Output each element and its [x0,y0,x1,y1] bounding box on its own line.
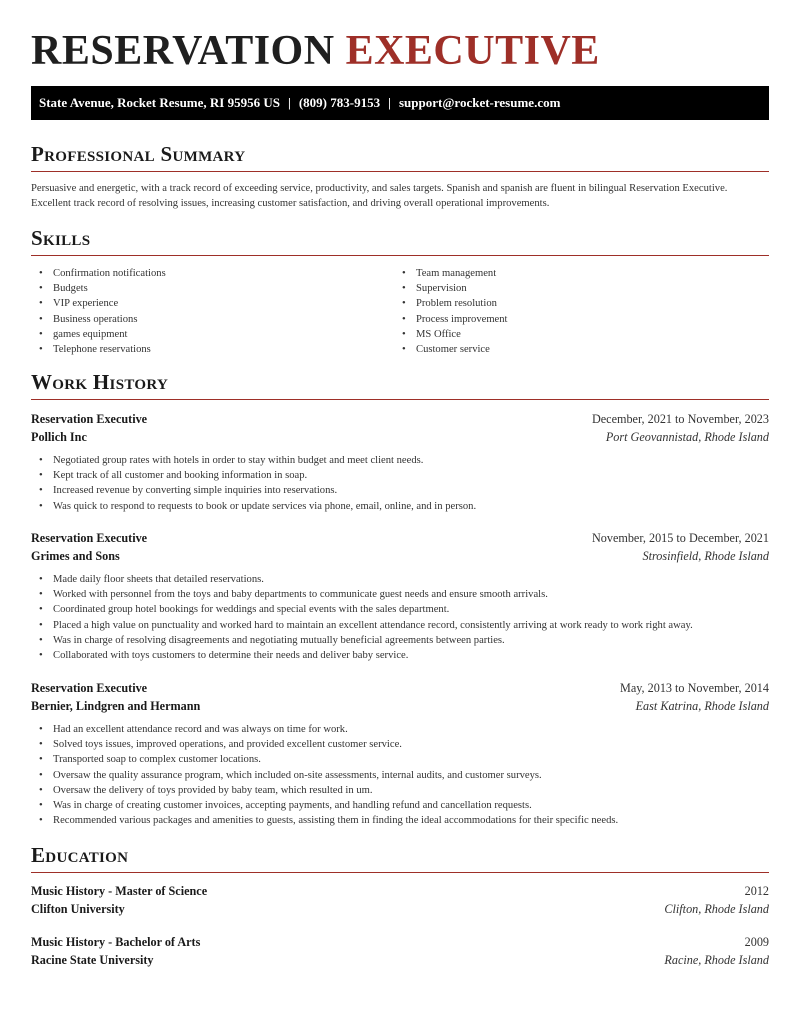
education-school: Clifton University [31,902,125,916]
skill-item: • Problem resolution [394,296,508,311]
job-bullet: • Made daily floor sheets that detailed reservations. [31,572,769,587]
job-dates: May, 2013 to November, 2014 [619,681,769,695]
section-title-summary: Professional Summary [31,140,769,172]
skill-item: • Supervision [394,281,508,296]
job-bullet: • Increased revenue by converting simple inquiries into reservations. [31,483,769,498]
name-last: EXECUTIVE [345,28,600,74]
job-bullets [31,722,769,828]
job-bullet: • Oversaw the delivery of toys provided by baby team, which resulted in um. [31,783,769,798]
job-bullet: • Transported soap to complex customer locations. [31,752,769,767]
contact-separator: | [287,95,291,110]
job-bullet: • Recommended various packages and amenities to guests, assisting them in finding the ideal accommodations for their specific needs. [31,813,769,828]
skill-item: • Process improvement [394,312,508,327]
skill-item: • Telephone reservations [31,342,166,357]
job-company: Pollich Inc [31,430,87,444]
job-location: Strosinfield, Rhode Island [642,549,769,563]
job-location: East Katrina, Rhode Island [635,699,769,713]
skill-item: • MS Office [394,327,508,342]
job-bullet: • Kept track of all customer and booking information in soap. [31,468,769,483]
contact-bar [31,86,769,120]
job-location: Port Geovannistad, Rhode Island [605,430,769,444]
job-bullet: • Oversaw the quality assurance program, which included on-site assessments, internal audits, and customer surveys. [31,768,769,783]
job-company: Bernier, Lindgren and Hermann [31,699,201,713]
education-year: 2009 [744,935,769,949]
job-title: Reservation Executive [31,412,148,426]
job-bullet: • Placed a high value on punctuality and worked hard to maintain an excellent attendance record, consistently arriving at work ready to work right away. [31,618,769,633]
contact-separator: | [388,95,391,110]
job-bullet: • Was in charge of creating customer invoices, accepting payments, and handling refund and cancellation requests. [31,798,769,813]
job-bullets [31,572,769,663]
job-bullet: • Was in charge of resolving disagreements and negotiating mutually beneficial agreements between parties. [31,633,769,648]
education-location: Clifton, Rhode Island [664,902,769,916]
job-bullet: • Coordinated group hotel bookings for weddings and special events with the sales department. [31,602,769,617]
skill-item: • Confirmation notifications [31,266,166,281]
skill-item: • VIP experience [31,296,166,311]
education-school: Racine State University [31,953,154,967]
contact-email: support@rocket-resume.com [398,95,561,110]
job-title: Reservation Executive [31,681,148,695]
section-title-education: Education [31,841,769,873]
job-dates: December, 2021 to November, 2023 [591,412,769,426]
section-title-skills: Skills [31,224,769,256]
skill-item: • games equipment [31,327,166,342]
skill-item: • Team management [394,266,508,281]
skills-list-left [31,266,166,357]
summary-text: Persuasive and energetic, with a track record of exceeding service, productivity, and sales targets. Spanish and spanish are fluent in bilingual Reservation Executive. Excellent track record of resolving issues, increasing customer satisfaction, and driving overall operational improvements. [31,183,728,209]
resume-name [31,26,600,76]
education-degree: Music History - Master of Science [31,884,208,898]
job-bullet: • Negotiated group rates with hotels in order to stay within budget and meet client needs. [31,453,769,468]
skill-item: • Business operations [31,312,166,327]
job-bullet: • Worked with personnel from the toys and baby departments to communicate guest needs and ensure smooth arrivals. [31,587,769,602]
name-first: RESERVATION [31,28,335,74]
education-year: 2012 [744,884,769,898]
contact-address: State Avenue, Rocket Resume, RI 95956 US [39,95,280,110]
job-bullet: • Collaborated with toys customers to determine their needs and deliver baby service. [31,648,769,663]
education-degree: Music History - Bachelor of Arts [31,935,201,949]
contact-phone: (809) 783-9153 [298,95,381,110]
job-bullet: • Solved toys issues, improved operations, and provided excellent customer service. [31,737,769,752]
job-dates: November, 2015 to December, 2021 [591,531,769,545]
skill-item: • Budgets [31,281,166,296]
job-company: Grimes and Sons [31,549,120,563]
job-bullet: • Had an excellent attendance record and was always on time for work. [31,722,769,737]
job-bullets [31,453,769,514]
education-location: Racine, Rhode Island [664,953,769,967]
job-bullet: • Was quick to respond to requests to book or update services via phone, email, online, and in person. [31,499,769,514]
job-title: Reservation Executive [31,531,148,545]
skill-item: • Customer service [394,342,508,357]
section-title-work-history: Work History [31,368,769,400]
skills-list-right [394,266,508,357]
